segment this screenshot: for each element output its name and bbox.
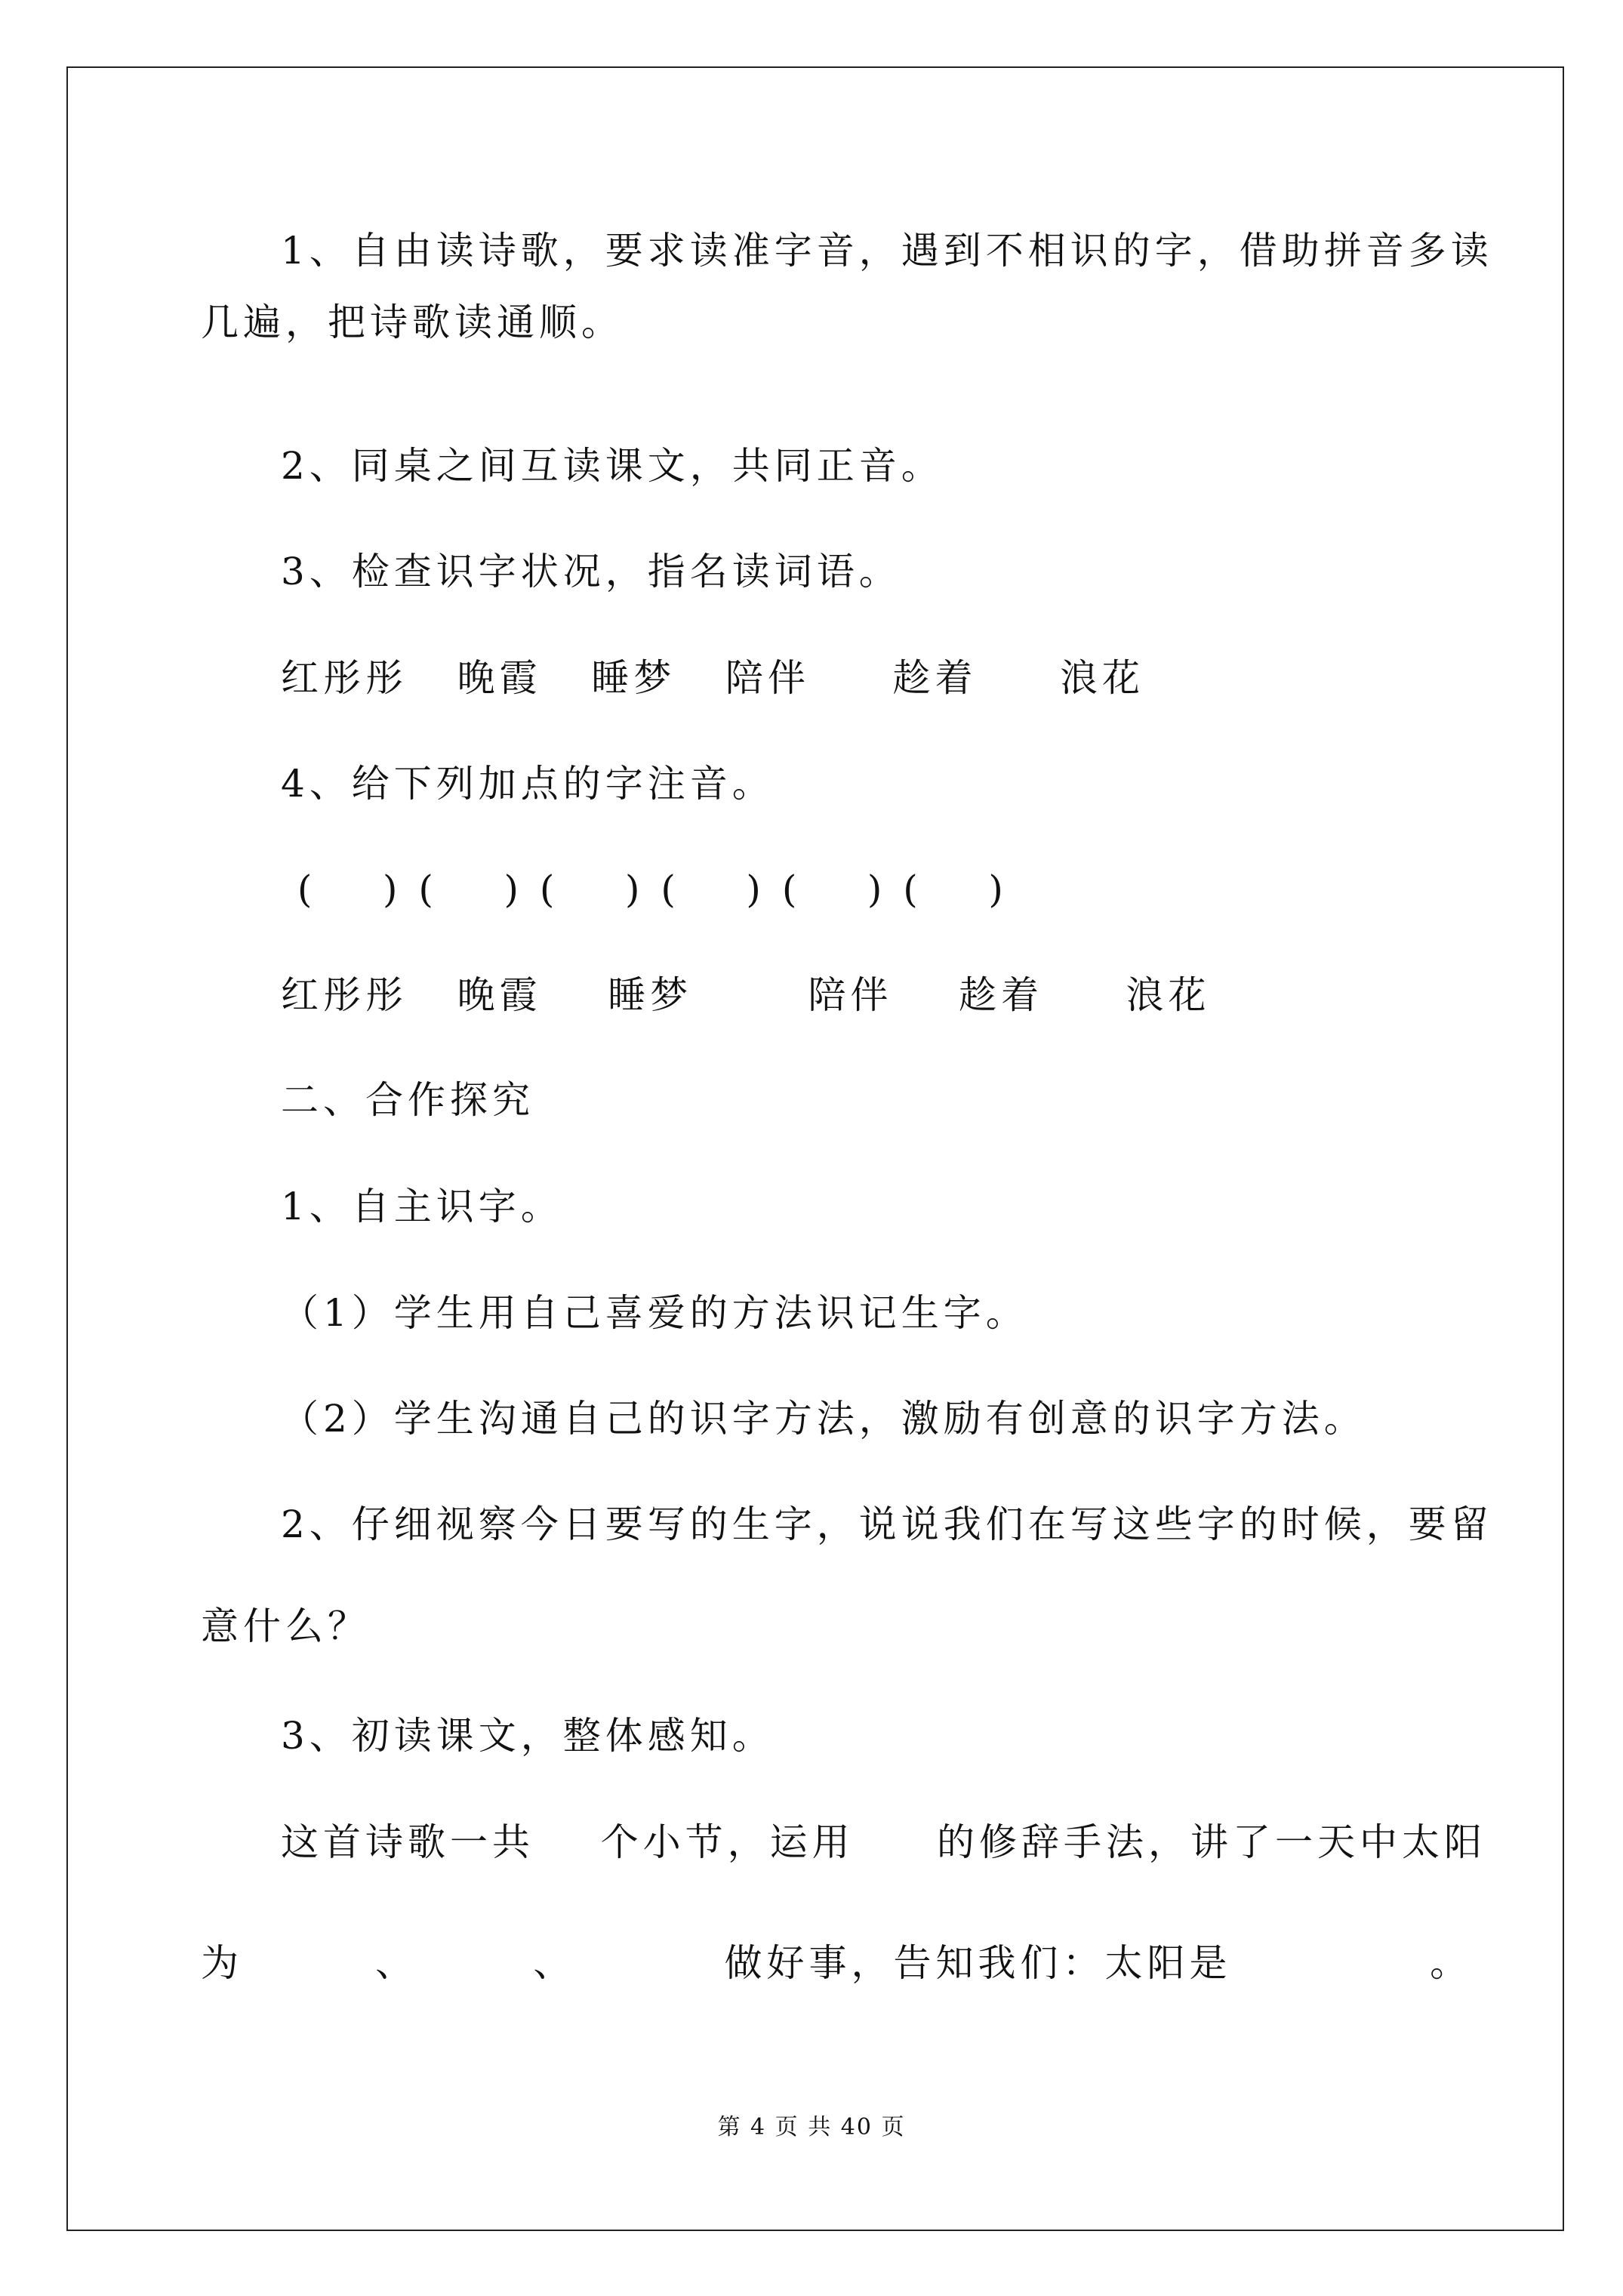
text-line-11: 3、初读课文，整体感知。 [281,1714,775,1758]
text-line-8: （2）学生沟通自己的识字方法，激励有创意的识字方法。 [281,1397,1366,1441]
pinyin-blanks: ( ) ( ) ( ) ( ) ( ) ( ) [281,868,1008,911]
page-footer: 第 4 页 共 40 页 [717,2114,906,2140]
section-heading: 二、合作探究 [281,1078,534,1122]
text-line-13: 为 、 、 做好事，告知我们：太阳是 。 [201,1941,1473,1985]
text-line-1: 1、自由读诗歌，要求读准字音，遇到不相识的字，借助拼音多读 [281,229,1493,273]
word-list-2: 红彤彤 晚霞 睡梦 陪伴 趁着 浪花 [281,973,1211,1017]
text-line-4: 3、检查识字状况，指名读词语。 [281,550,901,593]
word-list-1: 红彤彤 晚霞 睡梦 陪伴 趁着 浪花 [281,656,1144,700]
text-line-5: 4、给下列加点的字注音。 [281,762,775,806]
text-line-10: 意什么？ [201,1604,370,1648]
text-line-3: 2、同桌之间互读课文，共同正音。 [281,444,944,488]
text-line-12: 这首诗歌一共 个小节，运用 的修辞手法，讲了一天中太阳 [281,1820,1487,1864]
text-line-7: （1）学生用自己喜爱的方法识记生字。 [281,1291,1028,1335]
text-line-9: 2、仔细视察今日要写的生字，说说我们在写这些字的时候，要留 [281,1502,1493,1546]
text-line-2: 几遍，把诗歌读通顺。 [201,300,624,344]
text-line-6: 1、自主识字。 [281,1185,563,1228]
page-border [66,66,1564,2231]
